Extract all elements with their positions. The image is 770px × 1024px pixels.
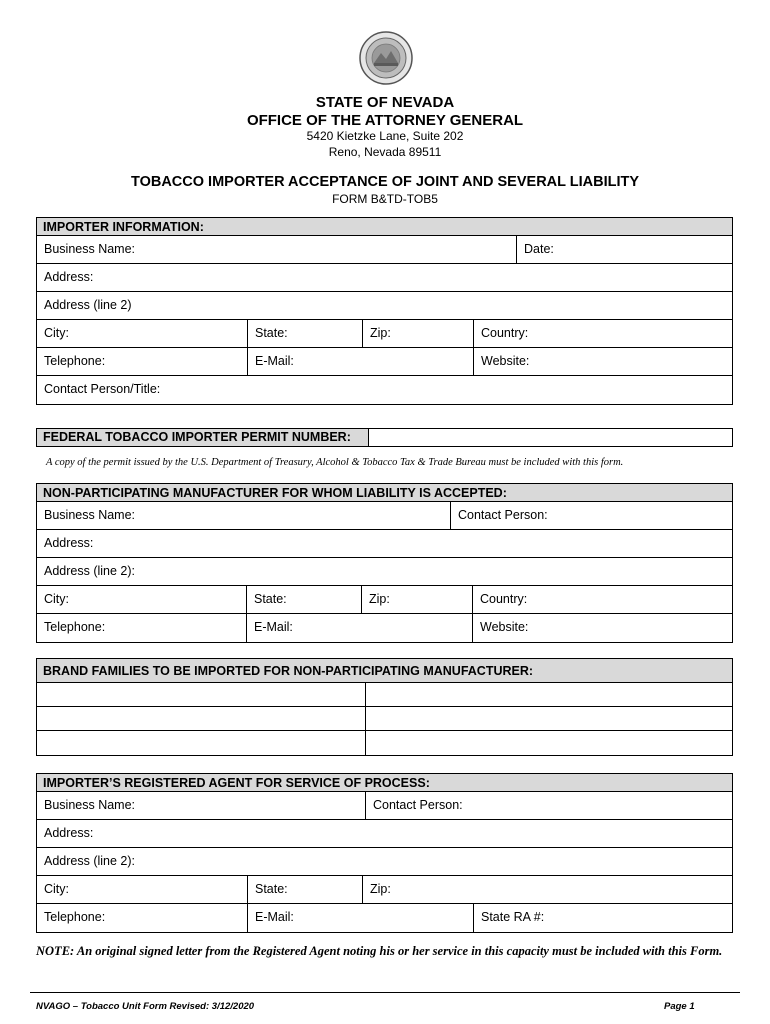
npm-section xyxy=(36,483,733,643)
agent-section xyxy=(36,773,733,933)
importer-business-name-field[interactable]: Business Name: xyxy=(37,236,517,263)
agent-contact-field[interactable]: Contact Person: xyxy=(373,798,463,812)
npm-contact-field[interactable]: Contact Person: xyxy=(458,508,548,522)
npm-country-field[interactable]: Country: xyxy=(480,592,528,606)
npm-heading: NON-PARTICIPATING MANUFACTURER FOR WHOM LIABILITY IS ACCEPTED: xyxy=(37,484,732,502)
permit-label: FEDERAL TOBACCO IMPORTER PERMIT NUMBER: xyxy=(37,429,369,446)
office-title: OFFICE OF THE ATTORNEY GENERAL xyxy=(246,112,524,129)
agent-address-field[interactable]: Address: xyxy=(44,826,94,840)
footer-divider xyxy=(30,992,740,993)
agent-address2-field[interactable]: Address (line 2): xyxy=(44,854,136,868)
npm-state-field[interactable]: State: xyxy=(247,586,362,613)
importer-country-field[interactable]: Country: xyxy=(481,326,529,340)
brand-cell[interactable] xyxy=(366,707,732,730)
brand-cell[interactable] xyxy=(366,731,732,755)
importer-email-field[interactable]: E-Mail: xyxy=(248,348,474,375)
state-title: STATE OF NEVADA xyxy=(315,94,455,111)
permit-row xyxy=(36,428,733,447)
brands-section xyxy=(36,658,733,756)
page-number: Page 1 xyxy=(664,1001,695,1012)
brand-cell[interactable] xyxy=(37,683,366,706)
agent-email-field[interactable]: E-Mail: xyxy=(248,904,474,932)
agent-city-field[interactable]: City: xyxy=(37,876,248,903)
form-title: TOBACCO IMPORTER ACCEPTANCE OF JOINT AND SEVERAL LIABILITY xyxy=(130,174,640,190)
agent-state-field[interactable]: State: xyxy=(248,876,363,903)
importer-telephone-field[interactable]: Telephone: xyxy=(37,348,248,375)
importer-section xyxy=(36,217,733,405)
importer-address2-field[interactable]: Address (line 2) xyxy=(44,298,132,312)
agent-state-ra-field[interactable]: State RA #: xyxy=(481,910,545,924)
agent-zip-field[interactable]: Zip: xyxy=(370,882,391,896)
address-line-1: 5420 Kietzke Lane, Suite 202 xyxy=(306,129,464,143)
importer-website-field[interactable]: Website: xyxy=(481,354,530,368)
agent-telephone-field[interactable]: Telephone: xyxy=(37,904,248,932)
brand-cell[interactable] xyxy=(366,683,732,706)
agent-heading: IMPORTER’S REGISTERED AGENT FOR SERVICE OF PROCESS: xyxy=(37,774,732,792)
npm-telephone-field[interactable]: Telephone: xyxy=(37,614,247,642)
importer-zip-field[interactable]: Zip: xyxy=(363,320,474,347)
agent-business-name-field[interactable]: Business Name: xyxy=(37,792,366,819)
importer-state-field[interactable]: State: xyxy=(248,320,363,347)
npm-website-field[interactable]: Website: xyxy=(480,620,529,634)
agent-note: NOTE: An original signed letter from the Registered Agent noting his or her service in this capacity must be included with this Form. xyxy=(36,944,723,958)
brand-cell[interactable] xyxy=(37,707,366,730)
npm-address-field[interactable]: Address: xyxy=(44,536,94,550)
permit-note: A copy of the permit issued by the U.S. Department of Treasury, Alcohol & Tobacco Tax & Trade Bureau must be included with this form. xyxy=(46,457,624,468)
permit-number-field[interactable] xyxy=(369,429,732,446)
npm-address2-field[interactable]: Address (line 2): xyxy=(44,564,136,578)
importer-contact-field[interactable]: Contact Person/Title: xyxy=(44,382,161,396)
address-line-2: Reno, Nevada 89511 xyxy=(328,145,442,159)
npm-business-name-field[interactable]: Business Name: xyxy=(37,502,451,529)
form-id: FORM B&TD-TOB5 xyxy=(332,192,438,206)
importer-date-field[interactable]: Date: xyxy=(524,242,554,256)
importer-address-field[interactable]: Address: xyxy=(44,270,94,284)
npm-email-field[interactable]: E-Mail: xyxy=(247,614,473,642)
importer-heading: IMPORTER INFORMATION: xyxy=(37,218,732,236)
importer-city-field[interactable]: City: xyxy=(37,320,248,347)
brands-heading: BRAND FAMILIES TO BE IMPORTED FOR NON-PARTICIPATING MANUFACTURER: xyxy=(37,659,732,683)
npm-zip-field[interactable]: Zip: xyxy=(362,586,473,613)
footer-revision: NVAGO – Tobacco Unit Form Revised: 3/12/2020 xyxy=(36,1001,255,1012)
brand-cell[interactable] xyxy=(37,731,366,755)
npm-city-field[interactable]: City: xyxy=(37,586,247,613)
state-seal xyxy=(359,31,413,85)
